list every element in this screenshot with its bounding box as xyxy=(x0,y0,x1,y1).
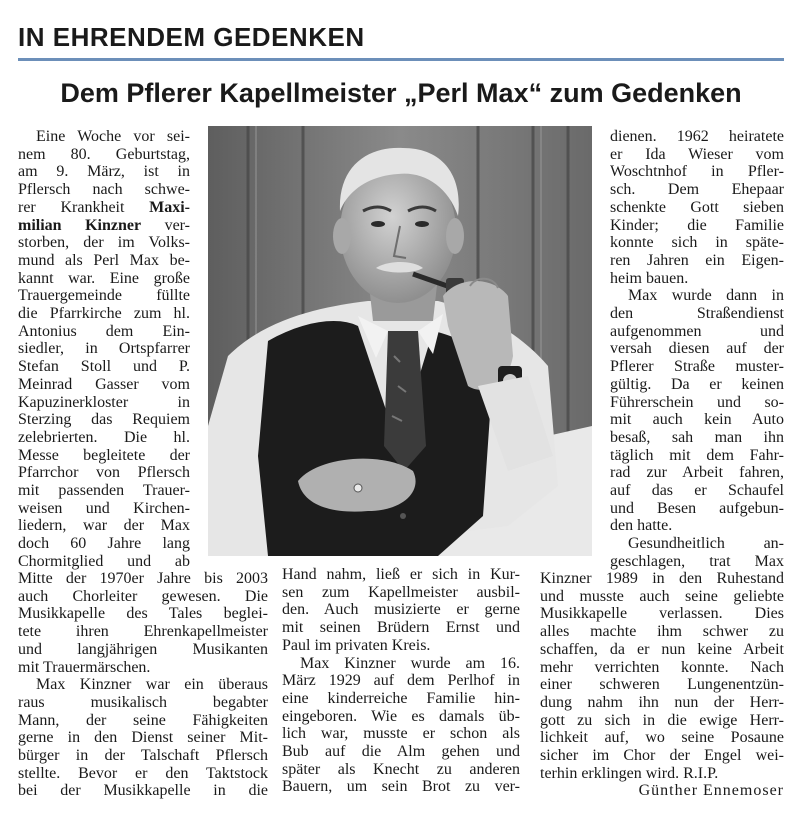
text-line: den hatte. xyxy=(610,517,673,535)
text-line: doch 60 Jahre lang xyxy=(18,535,190,553)
text-line: den. Auch musizierte er gerne xyxy=(282,601,520,619)
text-line: schenkte Gott sieben xyxy=(610,198,784,216)
text-line: Kinzner 1989 in den Ruhestand xyxy=(540,570,784,587)
text-line: ren Jahren ein Eigen- xyxy=(610,251,784,269)
text-line: bei der Musikkapelle in die xyxy=(18,782,268,800)
text-line: geschlagen, trat Max xyxy=(610,552,784,570)
text-line: sicher im Chor der Engel wei- xyxy=(540,747,784,765)
text-line: nem 80. Geburtstag, xyxy=(18,145,190,163)
text-line: liedern, war der Max xyxy=(18,517,190,535)
text-line: kannt war. Eine große xyxy=(18,269,190,287)
text-line: einer schweren Lungenentzün- xyxy=(540,676,784,694)
text-line: mit passenden Trauer- xyxy=(18,482,190,500)
text-line: und langjährigen Musikanten xyxy=(18,640,268,658)
text-line: Mann, der seine Fähigkeiten xyxy=(18,711,268,729)
text-line: Messe begleitete der xyxy=(18,446,190,464)
text-line: lichkeit auf, wo seine Posaune xyxy=(540,729,784,747)
article-headline: Dem Pflerer Kapellmeister „Perl Max“ zum Gedenken xyxy=(60,78,742,108)
text-line: Musikkapelle des Tales beglei- xyxy=(18,605,268,623)
text-line: gerne in den Dienst seiner Mit- xyxy=(18,729,268,747)
text-line: Chormitglied und ab xyxy=(18,552,190,570)
text-line: siedler, in Ortspfarrer xyxy=(18,340,190,358)
text-line: zelebrierten. Die hl. xyxy=(18,428,190,446)
text-line: Hand nahm, ließ er sich in Kur- xyxy=(282,566,520,583)
text-line: Pfarrchor von Pflersch xyxy=(18,464,190,482)
text-line: konnte sich in späte- xyxy=(610,234,784,252)
text-line: er Ida Wieser vom xyxy=(610,145,784,163)
text-line: und musste auch seine geliebte xyxy=(540,587,784,605)
text-line: storben, der im Volks- xyxy=(18,234,190,252)
text-line: Pflersch nach schwe- xyxy=(18,181,190,199)
text-line: Paul im privaten Kreis. xyxy=(282,636,431,654)
section-title: IN EHRENDEM GEDENKEN xyxy=(18,22,365,52)
text-line: aufgenommen und xyxy=(610,322,784,340)
text-line: bürger in der Talschaft Pflersch xyxy=(18,747,268,765)
text-line: Bub auf die Alm gehen und xyxy=(282,743,520,761)
text-line: die Pfarrkirche zum hl. xyxy=(18,305,190,323)
text-line: mund als Perl Max be- xyxy=(18,251,190,269)
text-line: weisen und Kirchen- xyxy=(18,499,190,517)
text-line: raus musikalisch begabter xyxy=(18,693,268,711)
text-line: täglich mit dem Fahr- xyxy=(610,446,784,464)
text-line: Meinrad Gasser vom xyxy=(18,375,190,393)
text-line: rad zur Arbeit fahren, xyxy=(610,464,784,482)
text-line: eingeboren. Wie es damals üb- xyxy=(282,707,520,725)
article-column-3-narrow xyxy=(610,128,784,571)
text-line: später als Knecht zu anderen xyxy=(282,760,520,778)
text-line: milian Kinzner ver- xyxy=(18,216,190,234)
newspaper-page xyxy=(18,0,784,818)
text-line: dung nahm ihn nun der Herr- xyxy=(540,693,784,711)
text-line: alles machte ihm schwer zu xyxy=(540,623,784,641)
article-column-3-wide xyxy=(540,570,784,800)
section-header xyxy=(18,18,784,61)
text-line: Eine Woche vor sei- xyxy=(36,128,190,145)
text-line: Bauern, um sein Brot zu ver- xyxy=(282,778,520,796)
text-line: rer Krankheit Maxi- xyxy=(18,198,190,216)
text-line: und Besen aufgebun- xyxy=(610,499,784,517)
text-line: stellte. Bevor er den Taktstock xyxy=(18,764,268,782)
text-line: Kinder; die Familie xyxy=(610,216,784,234)
portrait-illustration xyxy=(208,126,592,556)
text-line: schaffen, da er nun keine Arbeit xyxy=(540,640,784,658)
text-line: dienen. 1962 heiratete xyxy=(610,128,784,145)
text-line: mit seinen Brüdern Ernst und xyxy=(282,619,520,637)
text-line: mit Trauermärschen. xyxy=(18,658,151,676)
text-line: versah diesen auf der xyxy=(610,340,784,358)
text-line: Max Kinzner war ein überaus xyxy=(36,676,268,694)
text-line: am 9. März, ist in xyxy=(18,163,190,181)
text-line: terhin erklingen wird. R.I.P. xyxy=(540,764,719,782)
article-column-1-wide xyxy=(18,570,268,800)
text-line: sch. Dem Ehepaar xyxy=(610,181,784,199)
text-line: Woschtnhof in Pfler- xyxy=(610,163,784,181)
text-line: Gesundheitlich an- xyxy=(628,535,784,553)
text-line: Musikkapelle verlassen. Dies xyxy=(540,605,784,623)
text-line: besaß, sah man ihn xyxy=(610,428,784,446)
text-line: tete ihren Ehrenkapellmeister xyxy=(18,623,268,641)
text-line: lich war, musste er schon als xyxy=(282,725,520,743)
text-line: gültig. Da er keinen xyxy=(610,375,784,393)
text-line: mehr verrichten konnte. Nach xyxy=(540,658,784,676)
text-line: Antonius dem Ein- xyxy=(18,322,190,340)
text-line: Max wurde dann in xyxy=(628,287,784,305)
text-line: Trauergemeinde füllte xyxy=(18,287,190,305)
text-line: Max Kinzner wurde am 16. xyxy=(300,654,520,672)
text-line: Stefan Stoll und P. xyxy=(18,358,190,376)
text-line: auch Chorleiter gewesen. Die xyxy=(18,587,268,605)
text-line: März 1929 auf dem Perlhof in xyxy=(282,672,520,690)
text-line: Pflerer Straße muster- xyxy=(610,358,784,376)
text-line: gott zu sich in die ewige Herr- xyxy=(540,711,784,729)
article-column-1-narrow xyxy=(18,128,190,571)
text-line: auf das er Schaufel xyxy=(610,482,784,500)
text-line: Mitte der 1970er Jahre bis 2003 xyxy=(18,570,268,587)
text-line: Sterzing das Requiem xyxy=(18,411,190,429)
author-byline: Günther Ennemoser xyxy=(638,782,784,800)
text-line: eine kinderreiche Familie hin- xyxy=(282,689,520,707)
portrait-photo xyxy=(208,126,592,556)
text-line: den Straßendienst xyxy=(610,305,784,323)
text-line: Kapuzinerkloster in xyxy=(18,393,190,411)
text-line: sen zum Kapellmeister ausbil- xyxy=(282,583,520,601)
article-column-2 xyxy=(282,566,520,796)
text-line: heim bauen. xyxy=(610,269,689,287)
text-line: mit auch kein Auto xyxy=(610,411,784,429)
text-line: Führerschein und so- xyxy=(610,393,784,411)
